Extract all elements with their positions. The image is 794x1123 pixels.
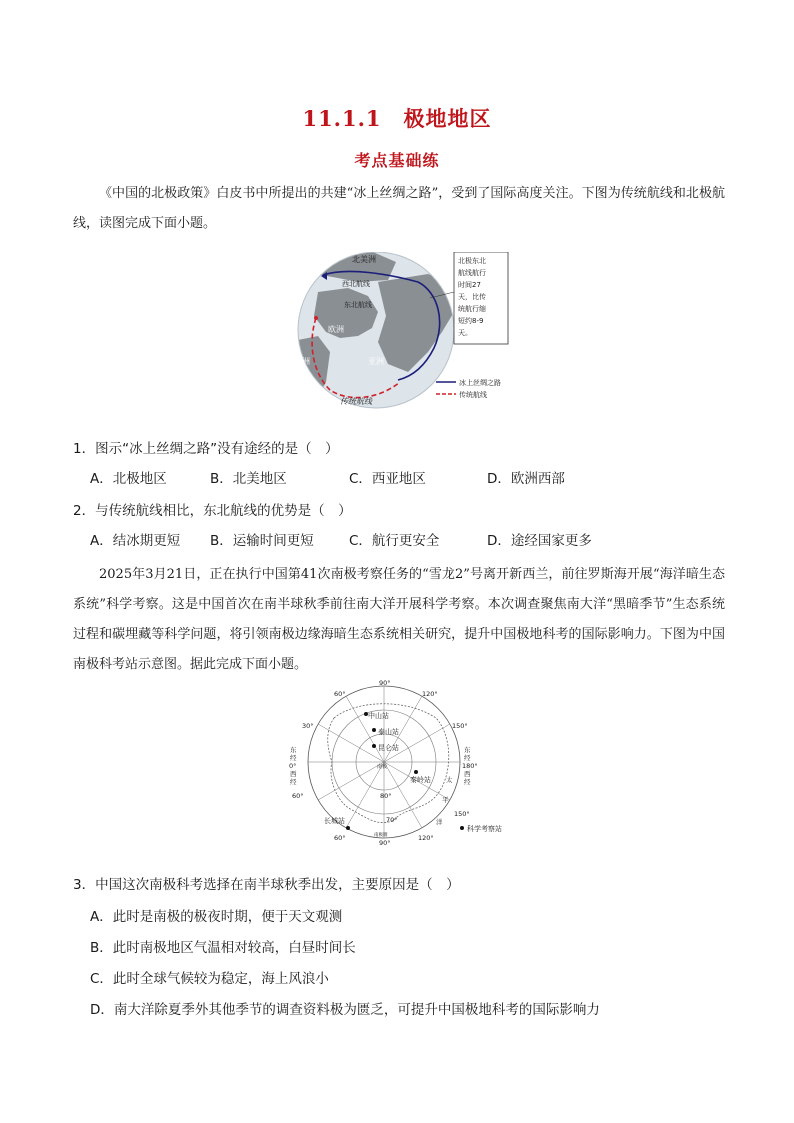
q2-option-c[interactable]: C．航行更安全 — [349, 533, 440, 549]
lon-label-90-bottom: 90° — [379, 839, 391, 846]
station-dot-kunlun — [372, 744, 376, 748]
ocean-char-1: 太 — [446, 776, 453, 784]
section-subtitle: 考点基础练 — [354, 151, 440, 170]
q1-option-a[interactable]: A．北极地区 — [90, 471, 167, 487]
label-europe: 欧洲 — [328, 325, 344, 334]
q1-option-d[interactable]: D．欧洲西部 — [487, 471, 565, 487]
lon-label-60-bottom: 60° — [334, 834, 346, 842]
lon-label-120-bottom: 120° — [418, 834, 434, 842]
label-west-right-2: 经 — [464, 778, 471, 786]
antarctic-stations-map — [286, 678, 526, 846]
label-northwest-route: 西北航线 — [342, 280, 370, 288]
note-line-4: 天，比传 — [458, 293, 486, 301]
legend-ice-label: 冰上丝绸之路 — [459, 379, 501, 387]
label-west-1: 西 — [290, 770, 297, 778]
lon-label-60: 60° — [334, 690, 346, 698]
q2-option-b[interactable]: B．运输时间更短 — [210, 533, 314, 549]
station-zhongshan: 中山站 — [368, 712, 389, 720]
note-line-3: 时间27 — [458, 281, 481, 289]
station-kunlun: 昆仑站 — [378, 744, 399, 752]
note-line-5: 统航行缩 — [458, 305, 486, 313]
q3-option-d[interactable]: D．南大洋除夏季外其他季节的调查资料极为匮乏，可提升中国极地科考的国际影响力 — [90, 1002, 600, 1018]
q2-option-d[interactable]: D．途经国家更多 — [487, 533, 592, 549]
arctic-route-map — [278, 252, 510, 410]
label-lat-70: 70° — [386, 816, 398, 824]
label-west-right-1: 西 — [464, 770, 471, 778]
lon-label-150-right: 150° — [454, 810, 470, 818]
station-qinling: 秦岭站 — [410, 776, 431, 784]
legend-station-label: 科学考察站 — [467, 825, 502, 833]
label-zero: 0° — [289, 762, 297, 770]
label-east-right-1: 东 — [464, 746, 471, 754]
station-taishan: 泰山站 — [378, 728, 399, 736]
label-east-right-2: 经 — [464, 754, 471, 762]
note-line-6: 短约8-9 — [458, 317, 484, 325]
label-east-2: 经 — [290, 754, 297, 762]
lon-label-90-top: 90° — [379, 679, 391, 687]
legend-station-dot — [460, 826, 464, 830]
lon-label-150: 150° — [452, 722, 468, 730]
ocean-char-2: 平 — [442, 796, 449, 804]
station-changcheng: 长城站 — [324, 817, 345, 825]
label-small: 南极圈 — [374, 833, 388, 838]
label-northeast-route: 东北航线 — [344, 301, 372, 309]
q2-option-a[interactable]: A．结冰期更短 — [90, 533, 181, 549]
label-180: 180° — [462, 762, 478, 770]
note-line-7: 天。 — [458, 329, 472, 337]
label-north-america: 北美洲 — [352, 255, 376, 264]
lon-label-30: 30° — [302, 722, 314, 730]
label-west-2: 经 — [290, 778, 297, 786]
label-east-1: 东 — [290, 746, 297, 754]
station-dot-changcheng — [346, 826, 350, 830]
question-2-stem: 2．与传统航线相比，东北航线的优势是（ ） — [73, 503, 352, 519]
page-title: 11.1.1 极地地区 — [302, 106, 492, 131]
q3-option-a[interactable]: A．此时是南极的极夜时期，便于天文观测 — [90, 909, 343, 925]
q3-option-b[interactable]: B．此时南极地区气温相对较高，白昼时间长 — [90, 940, 356, 956]
intro-paragraph-2: 2025年3月21日，正在执行中国第41次南极考察任务的“雪龙2”号离开新西兰，前往罗斯海开展“海洋暗生态系统”科学考察。这是中国首次在南半球秋季前往南大洋开展科学考察。本次调查聚焦南大洋“黑暗季节”生态系统过程和碳埋藏等科学问题，将引领南极边缘海暗生态系统相关研究，提升中国极地科考的国际影响力。下图为中国南极科考站示意图。据此完成下面小题。 — [73, 567, 725, 672]
label-lat-80: 80° — [380, 792, 392, 800]
station-dot-qinling — [414, 770, 418, 774]
question-1-stem: 1．图示“冰上丝绸之路”没有途经的是（ ） — [73, 441, 339, 457]
ocean-char-3: 洋 — [436, 818, 443, 826]
q1-option-c[interactable]: C．西亚地区 — [349, 471, 426, 487]
q1-option-b[interactable]: B．北美地区 — [210, 471, 287, 487]
station-dot-taishan — [372, 728, 376, 732]
note-line-1: 北极东北 — [458, 257, 486, 265]
lon-label-60-left: 60° — [292, 792, 304, 800]
label-africa: 非洲 — [294, 357, 310, 366]
note-line-2: 航线航行 — [458, 269, 486, 277]
label-traditional-route: 传统航线 — [340, 397, 372, 406]
label-pole: 南极 — [377, 764, 388, 770]
label-asia: 亚洲 — [368, 357, 384, 366]
port-marker — [314, 316, 318, 320]
legend-trad-label: 传统航线 — [459, 391, 487, 399]
q3-option-c[interactable]: C．此时全球气候较为稳定，海上风浪小 — [90, 971, 329, 987]
intro-paragraph-1: 《中国的北极政策》白皮书中所提出的共建“冰上丝绸之路”，受到了国际高度关注。下图为传统航线和北极航线，读图完成下面小题。 — [73, 186, 725, 231]
lon-label-120: 120° — [422, 690, 438, 698]
question-3-stem: 3．中国这次南极科考选择在南半球秋季出发，主要原因是（ ） — [73, 877, 460, 893]
